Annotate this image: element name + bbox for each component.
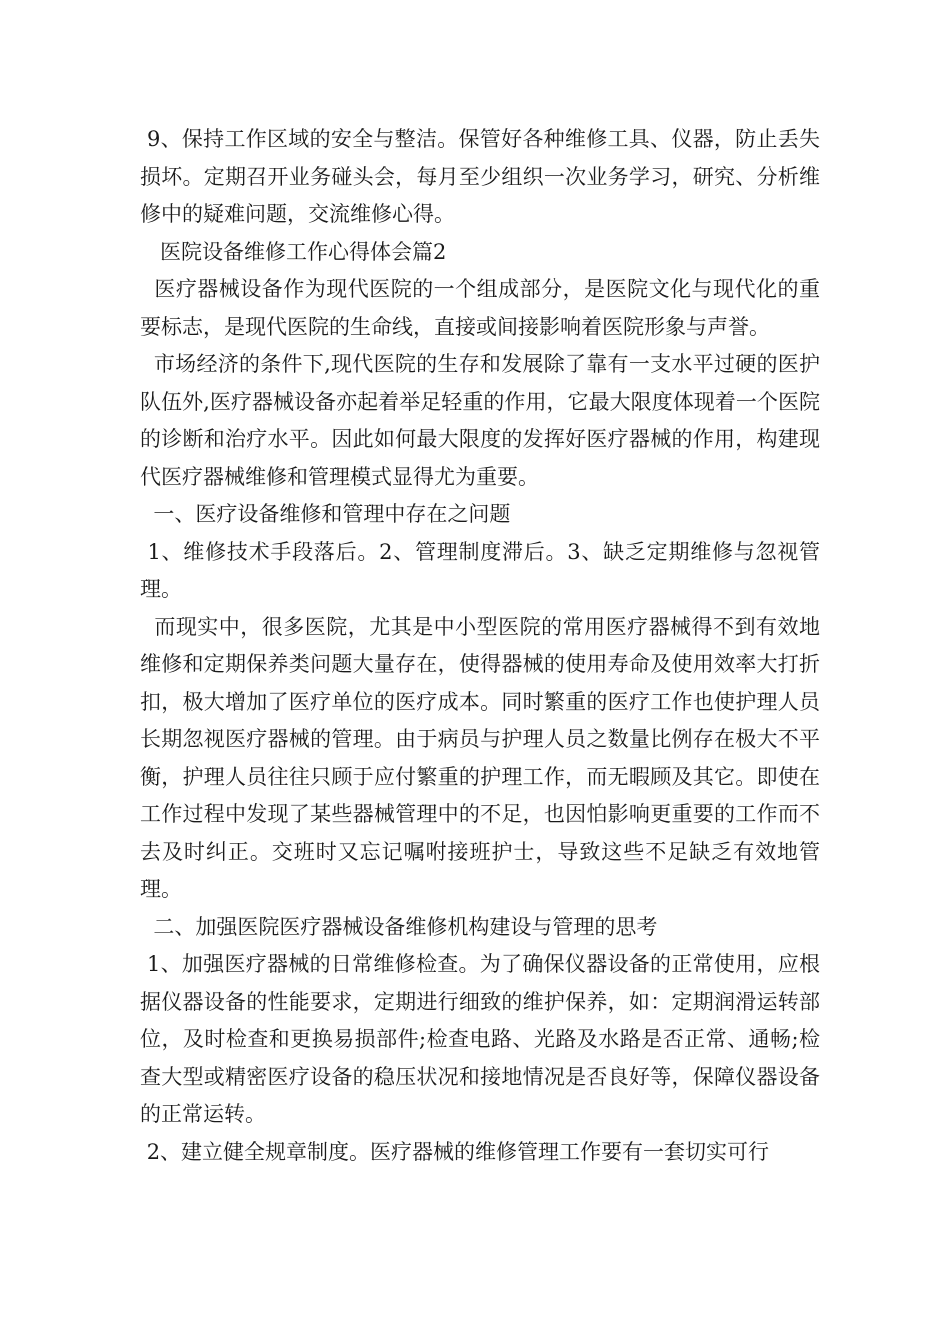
- paragraph-item-9: 9、保持工作区域的安全与整洁。保管好各种维修工具、仪器，防止丢失损坏。定期召开业务碰头会，每月至少组织一次业务学习，研究、分析维修中的疑难问题，交流维修心得。: [140, 127, 821, 226]
- paragraph-intro: 医疗器械设备作为现代医院的一个组成部分，是医院文化与现代化的重要标志，是现代医院的生命线，直接或间接影响着医院形象与声誉。: [140, 277, 820, 339]
- section-heading-thoughts: 二、加强医院医疗器械设备维修机构建设与管理的思考: [140, 914, 658, 939]
- section-heading-part-2: 医院设备维修工作心得体会篇2: [140, 239, 447, 264]
- paragraph-reality: 而现实中，很多医院，尤其是中小型医院的常用医疗器械得不到有效地维修和定期保养类问题大量存在，使得器械的使用寿命及使用效率大打折扣，极大增加了医疗单位的医疗成本。同时繁重的医疗工作也使护理人员长期忽视医疗器械的管理。由于病员与护理人员之数量比例存在极大不平衡，护理人员往往只顾于应付繁重的护理工作，而无暇顾及其它。即使在工作过程中发现了某些器械管理中的不足，也因怕影响更重要的工作而不去及时纠正。交班时又忘记嘱咐接班护士，导致这些不足缺乏有效地管理。: [140, 614, 820, 901]
- paragraph-regulations: 2、建立健全规章制度。医疗器械的维修管理工作要有一套切实可行: [140, 1139, 770, 1164]
- section-heading-problems: 一、医疗设备维修和管理中存在之问题: [140, 502, 511, 526]
- paragraph-market-economy: 市场经济的条件下,现代医院的生存和发展除了靠有一支水平过硬的医护队伍外,医疗器械设备亦起着举足轻重的作用，它最大限度体现着一个医院的诊断和治疗水平。因此如何最大限度的发挥好医疗器械的作用，构建现代医疗器械维修和管理模式显得尤为重要。: [140, 352, 820, 489]
- document-body: [140, 121, 820, 1171]
- paragraph-daily-maintenance: 1、加强医疗器械的日常维修检查。为了确保仪器设备的正常使用，应根据仪器设备的性能要求，定期进行细致的维护保养，如：定期润滑运转部位，及时检查和更换易损部件;检查电路、光路及水路是否正常、通畅;检查大型或精密医疗设备的稳压状况和接地情况是否良好等，保障仪器设备的正常运转。: [140, 952, 821, 1126]
- paragraph-problem-list: 1、维修技术手段落后。2、管理制度滞后。3、缺乏定期维修与忽视管理。: [140, 539, 820, 601]
